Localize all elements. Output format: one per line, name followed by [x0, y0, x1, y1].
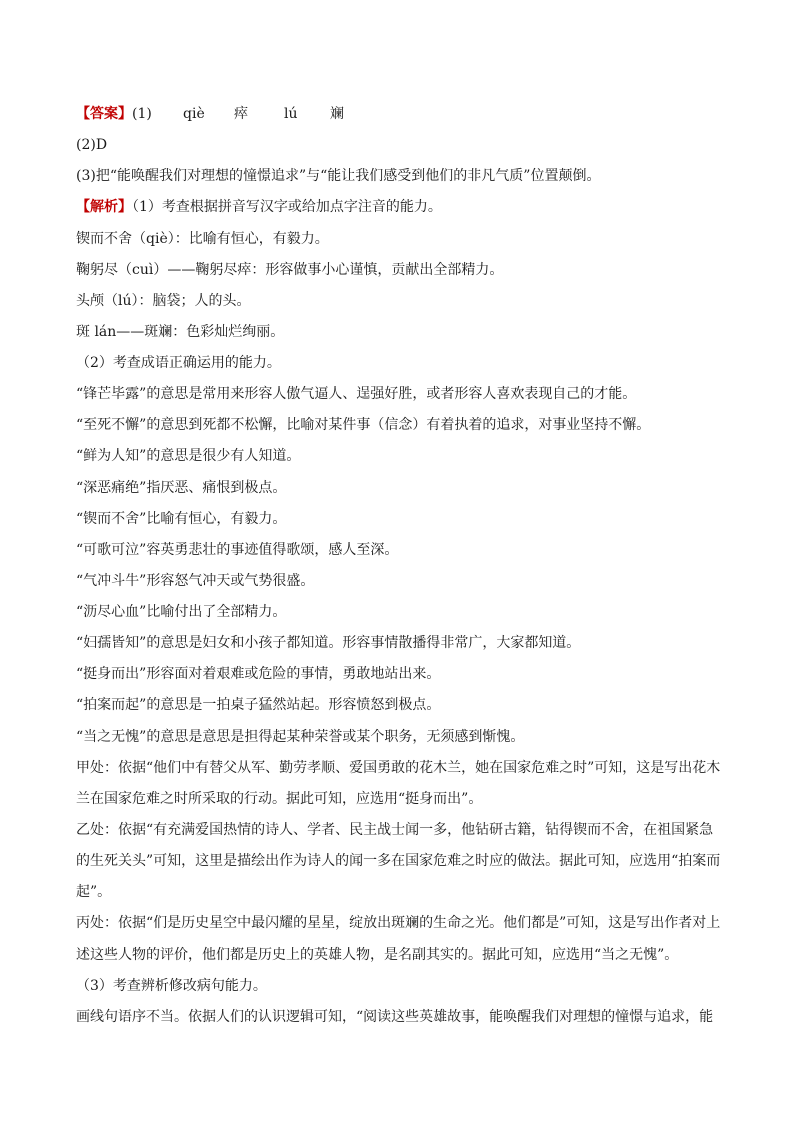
analysis-p2-line: 丙处：依据“们是历史星空中最闪耀的星星，绽放出斑斓的生命之光。他们都是”可知，这是写出作者对上: [76, 915, 721, 931]
analysis-p2-line: 起”。: [76, 884, 112, 900]
answer-q1-item-1: qiè: [183, 106, 205, 122]
analysis-p2-line: “沥尽心血”比喻付出了全部精力。: [76, 604, 287, 620]
answer-q1-item-4: 斓: [330, 106, 344, 122]
answer-label: 【答案】: [76, 106, 132, 122]
analysis-p2-line: 述这些人物的评价，他们都是历史上的英雄人物，是名副其实的。据此可知，应选用“当之无愧”。: [76, 947, 679, 963]
analysis-p2-line: 的生死关头”可知，这里是描绘出作为诗人的闻一多在国家危难之时应的做法。据此可知，应选用“拍案而: [76, 853, 721, 869]
analysis-p1-line: 锲而不舍（qiè）：比喻有恒心，有毅力。: [76, 231, 329, 247]
analysis-p2-line: “妇孺皆知”的意思是妇女和小孩子都知道。形容事情散播得非常广，大家都知道。: [76, 635, 581, 651]
analysis-p2-line: “当之无愧”的意思是意思是担得起某种荣誉或某个职务，无须感到惭愧。: [76, 729, 525, 745]
answer-q1-item-2: 瘁: [234, 106, 248, 122]
analysis-p3-head: （3）考查辨析修改病句能力。: [76, 978, 267, 994]
answer-q3: (3)把“能唤醒我们对理想的憧憬追求”与“能让我们感受到他们的非凡气质”位置颠倒。: [76, 168, 601, 184]
analysis-p2-line: “深恶痛绝”指厌恶、痛恨到极点。: [76, 480, 287, 496]
analysis-p2-line: 乙处：依据“有充满爱国热情的诗人、学者、民主战士闻一多，他钻研古籍，钻得锲而不舍，在祖国紧急: [76, 822, 714, 838]
analysis-p2-line: 兰在国家危难之时所采取的行动。据此可知，应选用“挺身而出”。: [76, 791, 483, 807]
answer-line-1: [76, 104, 724, 124]
answer-q2: (2)D: [76, 137, 108, 153]
analysis-p2-head: （2）考查成语正确运用的能力。: [76, 355, 281, 371]
analysis-p2-line: “锲而不舍”比喻有恒心，有毅力。: [76, 511, 287, 527]
analysis-p2-line: “鲜为人知”的意思是很少有人知道。: [76, 448, 301, 464]
analysis-p3-line: 画线句语序不当。依据人们的认识逻辑可知，“阅读这些英雄故事，能唤醒我们对理想的憧憬与追求，能: [76, 1009, 714, 1025]
analysis-p2-line: 甲处：依据“他们中有替父从军、勤劳孝顺、爱国勇敢的花木兰，她在国家危难之时”可知，这是写出花木: [76, 760, 721, 776]
analysis-p2-line: “拍案而起”的意思是一拍桌子猛然站起。形容愤怒到极点。: [76, 697, 441, 713]
answer-q1-item-3: lú: [284, 106, 298, 122]
analysis-line-1: [76, 197, 724, 217]
analysis-p2-line: “锋芒毕露”的意思是常用来形容人傲气逼人、逞强好胜，或者形容人喜欢表现自己的才能。: [76, 386, 637, 402]
answer-q1-prefix: (1): [132, 106, 152, 122]
analysis-p2-line: “至死不懈”的意思到死都不松懈，比喻对某件事（信念）有着执着的追求，对事业坚持不懈。: [76, 417, 651, 433]
analysis-p1-line: 斑 lán——斑斓：色彩灿烂绚丽。: [76, 324, 285, 340]
analysis-p2-line: “气冲斗牛”形容怒气冲天或气势很盛。: [76, 573, 315, 589]
analysis-p1-line: 头颅（lú）：脑袋；人的头。: [76, 293, 251, 309]
analysis-p2-line: “可歌可泣”容英勇悲壮的事迹值得歌颂，感人至深。: [76, 542, 399, 558]
analysis-p1-head: （1）考查根据拼音写汉字或给加点字注音的能力。: [132, 199, 442, 215]
analysis-p2-line: “挺身而出”形容面对着艰难或危险的事情，勇敢地站出来。: [76, 666, 441, 682]
analysis-label: 【解析】: [76, 199, 132, 215]
analysis-p1-line: 鞠躬尽（cuì）——鞠躬尽瘁：形容做事小心谨慎，贡献出全部精力。: [76, 262, 504, 278]
